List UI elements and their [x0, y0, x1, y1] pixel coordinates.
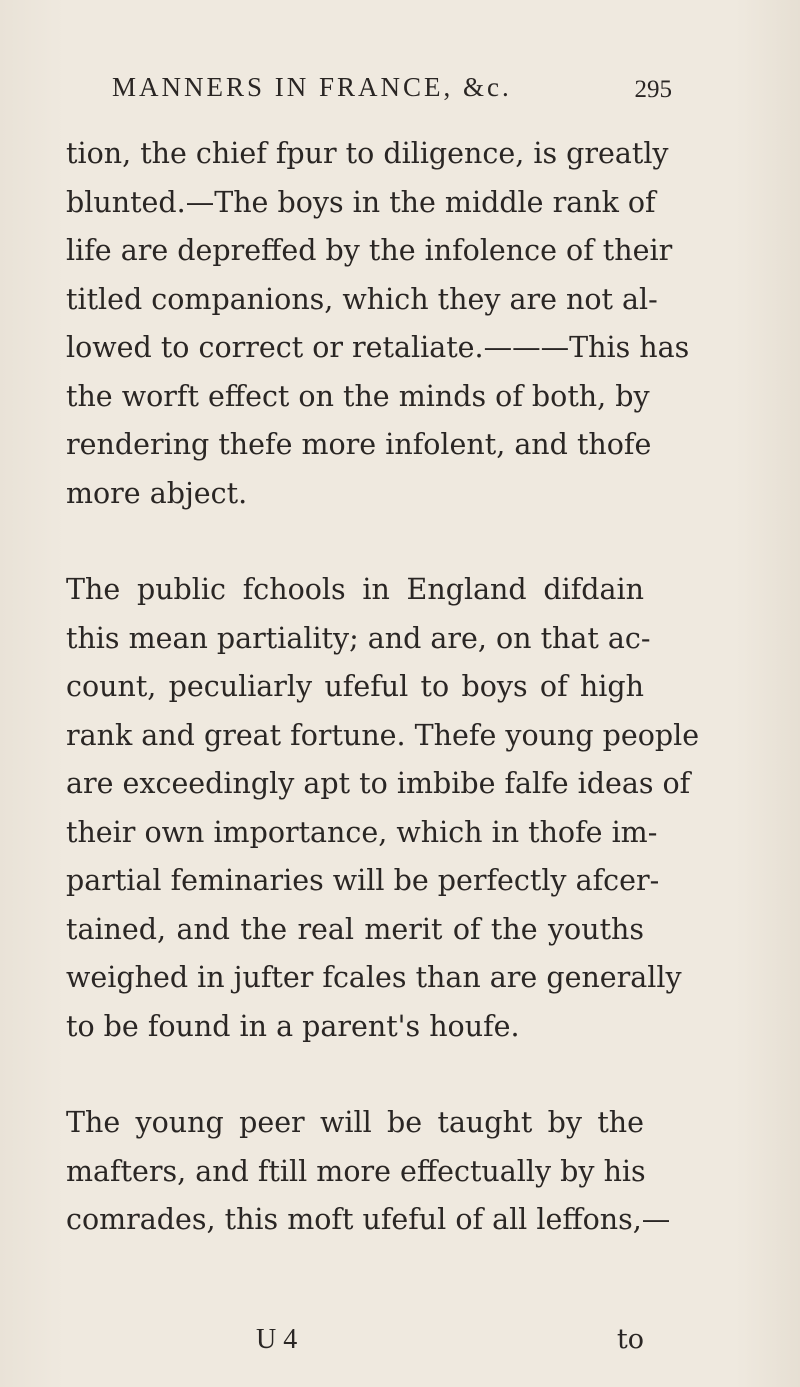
- text-line: life are depreffed by the infolence of their: [66, 234, 673, 267]
- text-line: more abject.: [66, 476, 248, 510]
- text-line: tion, the chief fpur to diligence, is greatly: [66, 137, 669, 170]
- paragraph-gap: [66, 1051, 644, 1099]
- running-title: MANNERS IN FRANCE, &c.: [112, 72, 512, 102]
- text-line: lowed to correct or retaliate.———This has: [66, 331, 690, 364]
- text-line: partial feminaries will be perfectly afcer-: [66, 864, 660, 897]
- text-line: The public fchools in England difdain: [66, 573, 644, 606]
- text-line: rank and great fortune. Thefe young people: [66, 718, 700, 752]
- text-line: their own importance, which in thofe im-: [66, 815, 658, 849]
- text-line: mafters, and ftill more effectually by his: [66, 1154, 646, 1188]
- page-number: 295: [634, 76, 672, 103]
- text-line: The young peer will be taught by the: [66, 1106, 644, 1139]
- text-line: tained, and the real merit of the youths: [66, 912, 644, 946]
- text-line: titled companions, which they are not al-: [66, 282, 658, 316]
- paragraph: [66, 1099, 671, 1245]
- text-line: comrades, this moft ufeful of all leffons,—: [66, 1203, 671, 1236]
- signature-mark: U 4: [256, 1324, 298, 1355]
- text-line: this mean partiality; and are, on that ac-: [66, 621, 651, 655]
- page-footer: [66, 1324, 644, 1368]
- text-line: are exceedingly apt to imbibe falfe ideas of: [66, 767, 691, 800]
- paragraph: [66, 130, 690, 518]
- text-line: to be found in a parent's houfe.: [66, 1009, 520, 1043]
- text-line: count, peculiarly ufeful to boys of high: [66, 670, 644, 703]
- text-line: the worft effect on the minds of both, by: [66, 379, 650, 413]
- body-text: [66, 130, 700, 1245]
- catchword: to: [616, 1324, 644, 1355]
- paragraph: [66, 566, 700, 1051]
- paragraph-gap: [66, 518, 644, 566]
- running-head: [112, 72, 672, 112]
- text-line: rendering thefe more infolent, and thofe: [66, 428, 652, 461]
- text-line: blunted.—The boys in the middle rank of: [66, 185, 656, 219]
- text-line: weighed in jufter fcales than are generally: [66, 961, 682, 994]
